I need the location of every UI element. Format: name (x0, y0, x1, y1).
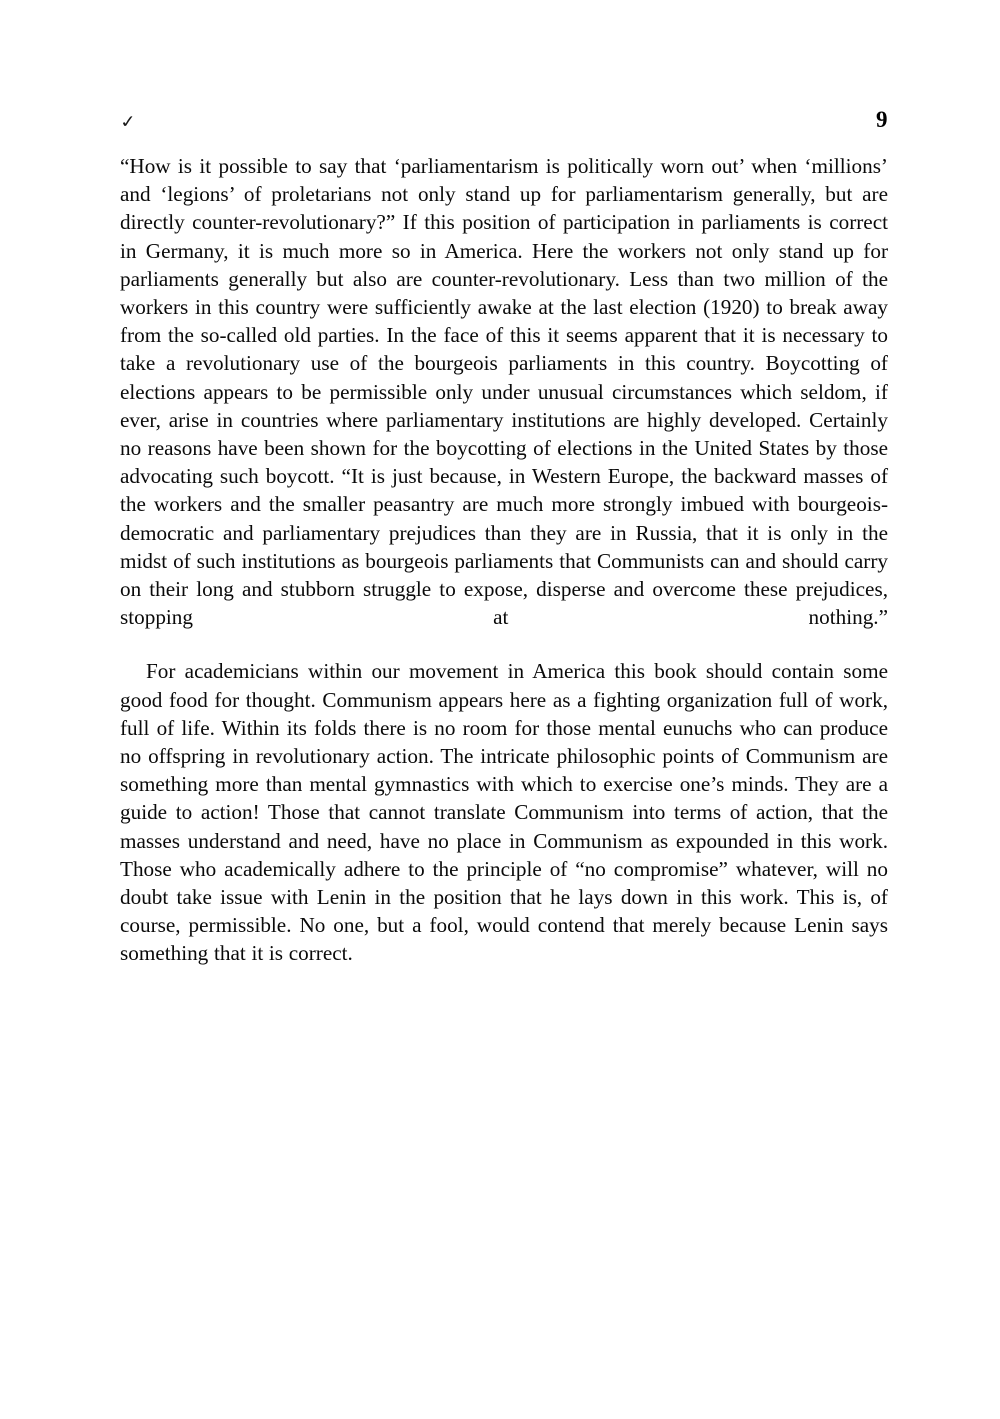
running-head (120, 108, 888, 142)
body-text (120, 152, 888, 968)
page-number: 9 (876, 107, 888, 132)
paragraph-commentary: For academicians within our movement in America this book should contain some good food for thought. Communism appears here as a fighting organization full of work, full of life. Within its folds there is no room for those mental eunuchs who can produce no offspring in revolutionary action. The intricate philosophic points of Communism are something more than mental gymnastics with which to exercise one’s minds. They are a guide to action! Those that cannot translate Communism into terms of action, that the masses understand and need, have no place in Communism as expounded in this work. Those who academically adhere to the principle of “no compromise” whatever, will no doubt take issue with Lenin in the position that he lays down in this work. This is, of course, permissible. No one, but a fool, would contend that merely because Lenin says something that it is correct. (120, 659, 888, 966)
paragraph-quotation: “How is it possible to say that ‘parliamentarism is politically worn out’ when ‘millions’ and ‘legions’ of proletarians not only stand up for parliamentarism generally, but are directly counter-revolutionary?” If this position of participation in parliaments is correct in Germany, it is much more so in America. Here the workers not only stand up for parliaments generally but also are counter-revolutionary. Less than two million of the workers in this country were sufficiently awake at the last election (1920) to break away from the so-called old parties. In the face of this it seems apparent that it is necessary to take a revolutionary use of the bourgeois parliaments in this country. Boycotting of elections appears to be permissible only under unusual circumstances which seldom, if ever, arise in countries where parliamentary institutions are highly developed. Certainly no reasons have been shown for the boycotting of elections in the United States by those advocating such boycott. “It is just because, in Western Europe, the backward masses of the workers and the smaller peasantry are much more strongly imbued with bourgeois-democratic and parliamentary prejudices than they are in Russia, that it is only in the midst of such institutions as bourgeois parliaments that Communists can and should carry on their long and stubborn struggle to expose, disperse and overcome these prejudices, stopping at nothing.” (120, 154, 888, 630)
checkmark-annotation-icon: ✓ (118, 111, 138, 132)
